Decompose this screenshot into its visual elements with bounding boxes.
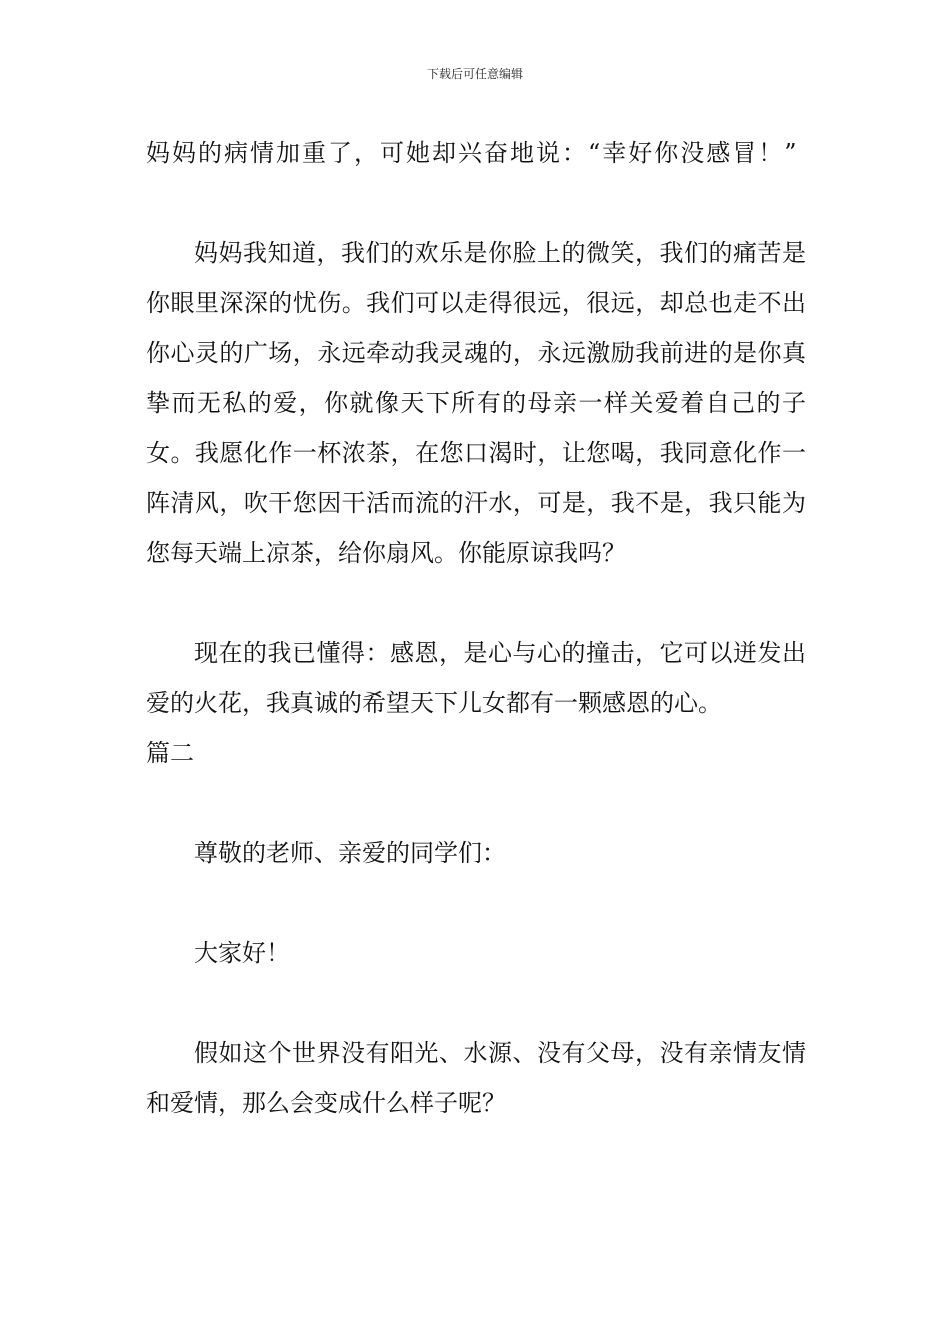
paragraph-gap	[146, 178, 806, 228]
greeting: 大家好！	[194, 939, 290, 967]
document-body	[146, 128, 806, 1128]
paragraph-gratitude: 现在的我已懂得：感恩，是心与心的撞击，它可以迸发出爱的火花，我真诚的希望天下儿女都有一颗感恩的心。	[146, 639, 806, 717]
section-title-part-two: 篇二	[146, 739, 194, 767]
paragraph-mom-love: 妈妈我知道，我们的欢乐是你脸上的微笑，我们的痛苦是你眼里深深的忧伤。我们可以走得很远，很远，却总也走不出你心灵的广场，永远牵动我灵魂的，永远激励我前进的是你真挚而无私的爱，你就像天下所有的母亲一样关爱着自己的子女。我愿化作一杯浓茶，在您口渴时，让您喝，我同意化作一阵清风，吹干您因干活而流的汗水，可是，我不是，我只能为您每天端上凉茶，给你扇风。你能原谅我吗？	[146, 239, 806, 567]
paragraph-hypothetical: 假如这个世界没有阳光、水源、没有父母，没有亲情友情和爱情，那么会变成什么样子呢？	[146, 1039, 806, 1117]
paragraph-gap	[146, 778, 806, 828]
paragraph-mom-illness: 妈妈的病情加重了，可她却兴奋地说：“幸好你没感冒！”	[146, 139, 799, 167]
paragraph-gap	[146, 578, 806, 628]
page-header-note: 下载后可任意编辑	[426, 67, 523, 81]
salutation: 尊敬的老师、亲爱的同学们：	[194, 839, 506, 867]
paragraph-gap	[146, 878, 806, 928]
paragraph-gap	[146, 978, 806, 1028]
